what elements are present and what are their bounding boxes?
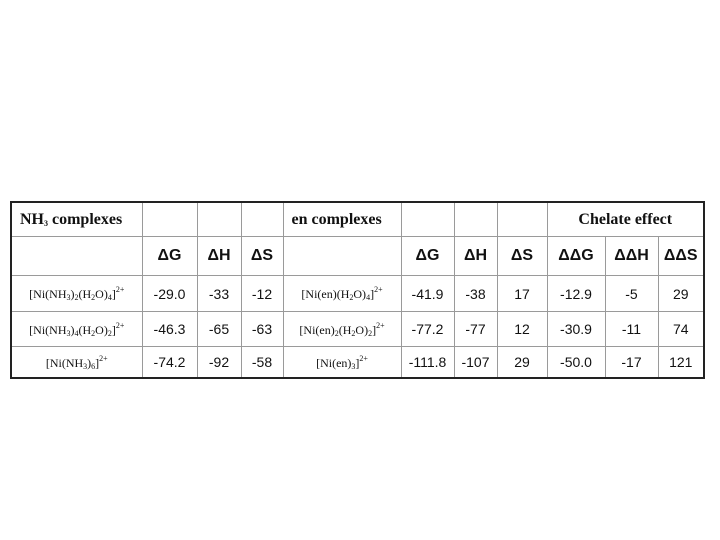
nh3-delta-g-value: -29.0 bbox=[142, 276, 197, 312]
nh3-compound: $[Ni(NH_3)_2(H_2O)_4]^{2+}$ bbox=[11, 276, 142, 312]
chelate-delta-delta-s-value: 121 bbox=[658, 347, 704, 379]
en-complexes-header: en complexes bbox=[283, 202, 401, 237]
en-delta-g-value: -77.2 bbox=[401, 312, 454, 347]
nh3-delta-s-value: -63 bbox=[241, 312, 283, 347]
en-delta-h-value: -77 bbox=[454, 312, 497, 347]
en-delta-h-value: -38 bbox=[454, 276, 497, 312]
header-title-row bbox=[11, 202, 704, 237]
nh3-delta-h-value: -92 bbox=[197, 347, 241, 379]
thermodynamics-table bbox=[10, 201, 705, 379]
nh3-delta-h-header: ΔH bbox=[197, 237, 241, 276]
nh3-header-suffix: complexes bbox=[48, 210, 123, 228]
nh3-compound: $[Ni(NH_3)_6]^{2+}$ bbox=[11, 347, 142, 379]
en-delta-s-header: ΔS bbox=[497, 237, 547, 276]
chelate-delta-delta-g-value: -12.9 bbox=[547, 276, 605, 312]
en-delta-g-value: -41.9 bbox=[401, 276, 454, 312]
en-delta-s-value: 29 bbox=[497, 347, 547, 379]
empty-cell bbox=[401, 202, 454, 237]
en-compound: $[Ni(en)_3]^{2+}$ bbox=[283, 347, 401, 379]
chelate-delta-delta-g-header: ΔΔG bbox=[547, 237, 605, 276]
en-compound: $[Ni(en)(H_2O)_4]^{2+}$ bbox=[283, 276, 401, 312]
chelate-delta-delta-h-value: -17 bbox=[605, 347, 658, 379]
en-compound: $[Ni(en)_2(H_2O)_2]^{2+}$ bbox=[283, 312, 401, 347]
chelate-delta-delta-h-value: -5 bbox=[605, 276, 658, 312]
nh3-delta-s-value: -58 bbox=[241, 347, 283, 379]
table-row bbox=[11, 276, 704, 312]
chelate-delta-delta-g-value: -30.9 bbox=[547, 312, 605, 347]
nh3-delta-g-value: -46.3 bbox=[142, 312, 197, 347]
en-delta-h-value: -107 bbox=[454, 347, 497, 379]
empty-cell bbox=[283, 237, 401, 276]
table-row bbox=[11, 312, 704, 347]
en-delta-g-value: -111.8 bbox=[401, 347, 454, 379]
nh3-compound: $[Ni(NH_3)_4(H_2O)_2]^{2+}$ bbox=[11, 312, 142, 347]
nh3-complexes-header bbox=[11, 202, 142, 237]
en-delta-h-header: ΔH bbox=[454, 237, 497, 276]
chelate-delta-delta-h-header: ΔΔH bbox=[605, 237, 658, 276]
empty-cell bbox=[454, 202, 497, 237]
en-delta-g-header: ΔG bbox=[401, 237, 454, 276]
en-delta-s-value: 17 bbox=[497, 276, 547, 312]
empty-cell bbox=[197, 202, 241, 237]
table-row bbox=[11, 347, 704, 379]
nh3-header-subscript: 3 bbox=[44, 218, 48, 228]
chelate-delta-delta-s-header: ΔΔS bbox=[658, 237, 704, 276]
nh3-header-text: NH bbox=[20, 210, 44, 228]
chelate-delta-delta-s-value: 74 bbox=[658, 312, 704, 347]
chelate-effect-header: Chelate effect bbox=[547, 202, 704, 237]
nh3-delta-s-header: ΔS bbox=[241, 237, 283, 276]
nh3-delta-h-value: -33 bbox=[197, 276, 241, 312]
nh3-delta-h-value: -65 bbox=[197, 312, 241, 347]
header-symbol-row bbox=[11, 237, 704, 276]
nh3-delta-g-header: ΔG bbox=[142, 237, 197, 276]
chelate-delta-delta-h-value: -11 bbox=[605, 312, 658, 347]
nh3-delta-s-value: -12 bbox=[241, 276, 283, 312]
empty-cell bbox=[497, 202, 547, 237]
chelate-delta-delta-s-value: 29 bbox=[658, 276, 704, 312]
empty-cell bbox=[11, 237, 142, 276]
nh3-delta-g-value: -74.2 bbox=[142, 347, 197, 379]
empty-cell bbox=[142, 202, 197, 237]
empty-cell bbox=[241, 202, 283, 237]
chelate-delta-delta-g-value: -50.0 bbox=[547, 347, 605, 379]
en-delta-s-value: 12 bbox=[497, 312, 547, 347]
